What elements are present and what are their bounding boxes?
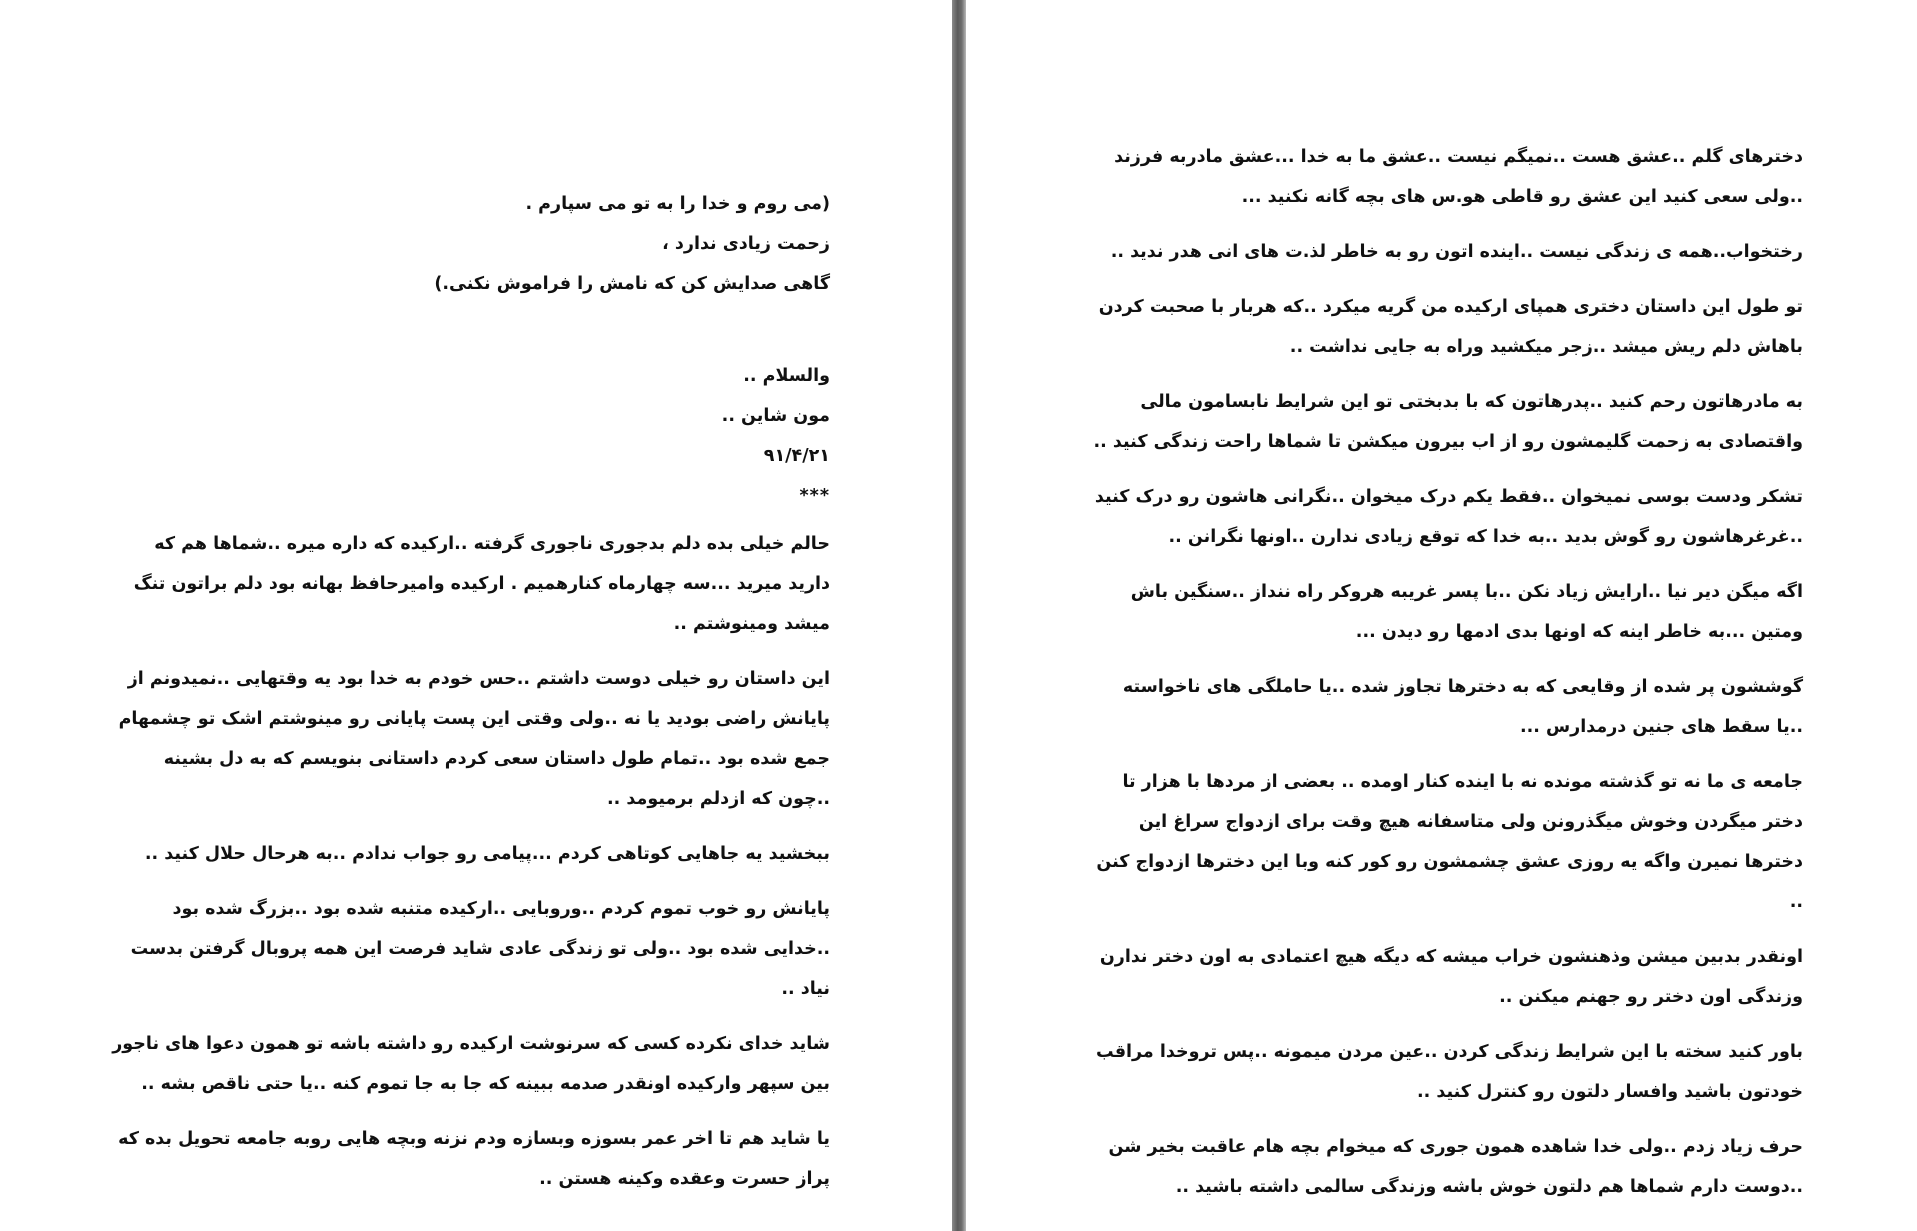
poem-line: گاهی صدایش کن که نامش را فراموش نکنی.) [434,274,830,294]
poem-line: زحمت زیادی ندارد ، [662,234,830,254]
paragraph: ببخشید یه جاهایی کوتاهی کردم ...پیامی رو جواب ندادم ..به هرحال حلال کنید .. [144,844,830,864]
paragraph: دخترهای گلم ..عشق هست ..نمیگم نیست ..عشق ما به خدا ...عشق مادربه فرزند ..ولی سعی کنید این عشق رو قاطی هو.س های بچه گانه نکنید ... [1114,147,1803,207]
paragraph: تشکر ودست بوسی نمیخوان ..فقط یکم درک میخوان ..نگرانی هاشون رو درک کنید ..غرغرهاشون رو گوش بدید ..به خدا که توقع زیادی ندارن ..اونها نگرانن .. [1094,487,1803,547]
spacer [110,312,830,364]
signature-line: مون شاین .. [721,406,830,426]
separator: *** [799,486,830,506]
paragraph: به مادرهاتون رحم کنید ..پدرهاتون که با بدبختی تو این شرایط نابسامون مالی واقتصادی به زحمت گلیمشون رو از اب بیرون میکشن تا شماها راحت زندگی کنید .. [1093,392,1803,452]
poem-line: (می روم و خدا را به تو می سپارم . [525,194,830,214]
paragraph: حرف زیاد زدم ..ولی خدا شاهده همون جوری که میخوام بچه هام عاقبت بخیر شن ..دوست دارم شماها هم دلتون خوش باشه وزندگی سالمی داشته باشید .. [1108,1137,1803,1197]
left-page-text [110,192,830,1214]
paragraph: اونقدر بدبین میشن وذهنشون خراب میشه که دیگه هیچ اعتمادی به اون دختر ندارن وزندگی اون دختر رو جهنم میکنن .. [1099,947,1803,1007]
right-page-text [1093,137,1803,1222]
left-page [0,0,952,1231]
paragraph: اگه میگن دیر نیا ..ارایش زیاد نکن ..با پسر غریبه هروکر راه ننداز ..سنگین باش ومتین ...به خاطر اینه که اونها بدی ادمها رو دیدن ... [1130,582,1803,642]
closing-line: والسلام .. [743,366,830,386]
paragraph: تو طول این داستان دختری همپای ارکیده من گریه میکرد ..که هربار با صحبت کردن باهاش دلم ریش میشد ..زجر میکشید وراه به جایی نداشت .. [1098,297,1803,357]
paragraph: این داستان رو خیلی دوست داشتم ..حس خودم به خدا بود یه وقتهایی ..نمیدونم از پایانش راضی بودید یا نه ..ولی وقتی این پست پایانی رو مینوشتم اشک تو چشمهام جمع شده بود ..تمام طول داستان سعی کردم داستانی بنویسم که به دل بشینه ..چون که ازدلم برمیومد .. [118,669,830,809]
page-gutter [952,0,966,1231]
paragraph: یا شاید هم تا اخر عمر بسوزه وبسازه ودم نزنه وبچه هایی روبه جامعه تحویل بده که پراز حسرت وعقده وکینه هستن .. [118,1129,830,1189]
paragraph: پایانش رو خوب تموم کردم ..وروبایی ..ارکیده متنبه شده بود ..بزرگ شده بود ..خدایی شده بود ..ولی تو زندگی عادی شاید فرصت این همه پروبال گرفتن بدست نیاد .. [130,899,830,999]
paragraph: حالم خیلی بده دلم بدجوری ناجوری گرفته ..ارکیده که داره میره ..شماها هم که دارید میرید ...سه چهارماه کنارهمیم . ارکیده وامیرحافظ بهانه بود دلم براتون تنگ میشد ومینوشتم .. [133,534,830,634]
paragraph: گوششون پر شده از وقایعی که به دخترها تجاوز شده ..یا حاملگی های ناخواسته ..یا سقط های جنین درمدارس ... [1122,677,1803,737]
paragraph: شاید خدای نکرده کسی که سرنوشت ارکیده رو داشته باشه تو همون دعوا های ناجور بین سپهر وارکیده اونقدر صدمه ببینه که جا به جا تموم کنه ..یا حتی ناقص بشه .. [112,1034,830,1094]
paragraph: رختخواب..همه ی زندگی نیست ..اینده اتون رو به خاطر لذ.ت های انی هدر ندید .. [1110,242,1803,262]
paragraph: جامعه ی ما نه تو گذشته مونده نه با اینده کنار اومده .. بعضی از مردها با هزار تا دختر میگردن وخوش میگذرونن ولی متاسفانه هیچ وقت برای ازدواج سراغ این دخترها نمیرن واگه یه روزی عشق چشمشون رو کور کنه وبا این دخترها ازدواج کنن .. [1096,772,1803,912]
paragraph: باور کنید سخته با این شرایط زندگی کردن ..عین مردن میمونه ..پس تروخدا مراقب خودتون باشید وافسار دلتون رو کنترل کنید .. [1096,1042,1803,1102]
right-page [966,0,1917,1231]
date-line: ۹۱/۴/۲۱ [763,446,830,466]
